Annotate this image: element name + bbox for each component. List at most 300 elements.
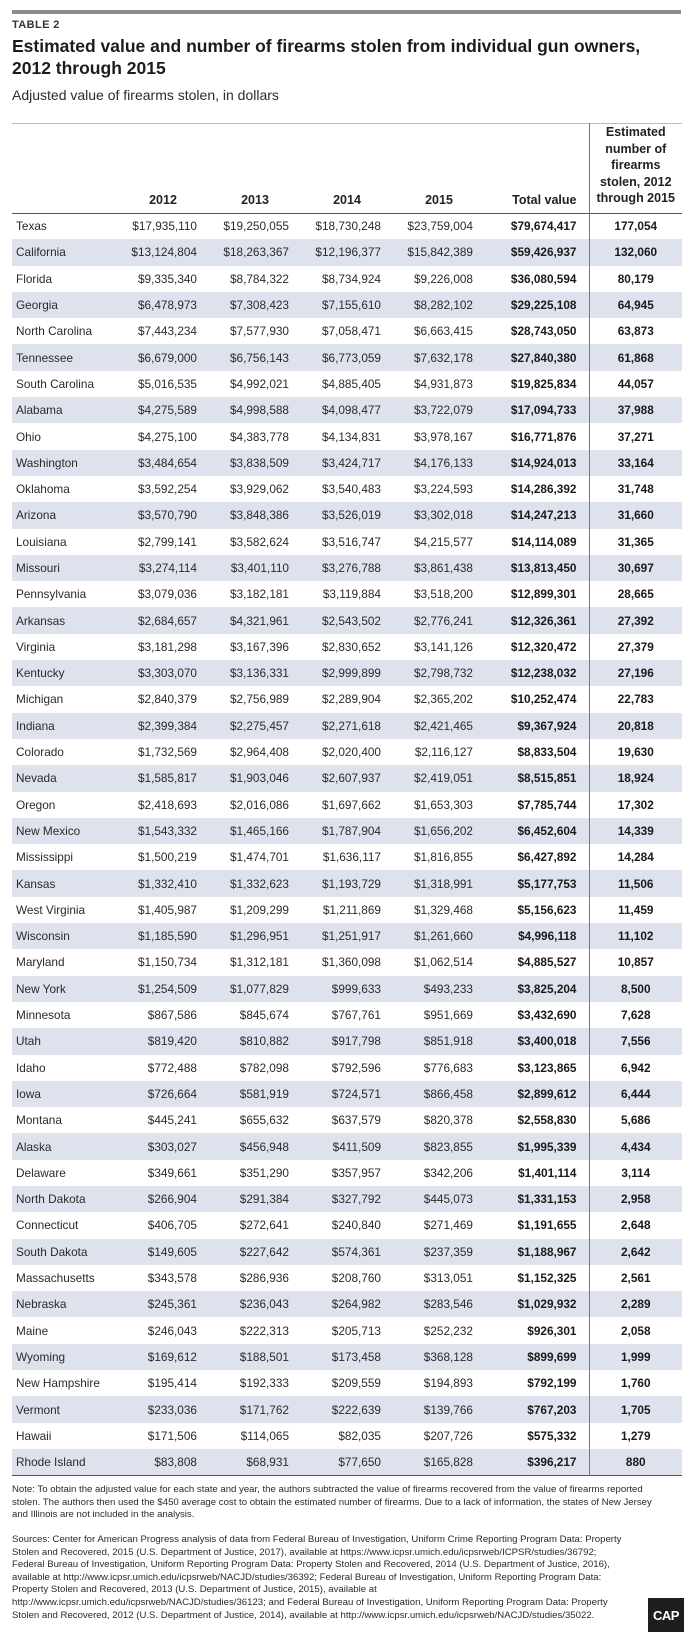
- value-2013-cell: $8,784,322: [229, 271, 289, 286]
- state-name-cell: Michigan: [16, 692, 64, 707]
- total-value-cell: $4,996,118: [518, 929, 577, 944]
- value-2015-cell: $271,469: [423, 1218, 473, 1233]
- value-2015-cell: $368,128: [423, 1349, 473, 1364]
- estimated-number-cell: 5,686: [589, 1107, 682, 1133]
- estimated-number-cell: 28,665: [589, 581, 682, 607]
- value-2013-cell: $3,929,062: [229, 482, 289, 497]
- state-name-cell: Washington: [16, 455, 78, 470]
- estimated-number-cell: 19,630: [589, 739, 682, 765]
- header-2015: 2015: [425, 192, 453, 207]
- state-name-cell: Wisconsin: [16, 929, 70, 944]
- total-value-cell: $29,225,108: [510, 298, 577, 313]
- value-2013-cell: $1,077,829: [229, 981, 289, 996]
- total-value-cell: $575,332: [527, 1428, 577, 1443]
- table-row: [12, 581, 682, 607]
- total-value-cell: $3,123,865: [517, 1060, 577, 1075]
- state-name-cell: Maryland: [16, 955, 65, 970]
- state-name-cell: North Carolina: [16, 324, 93, 339]
- table-row: [12, 949, 682, 975]
- state-name-cell: Connecticut: [16, 1218, 79, 1233]
- total-value-cell: $6,427,892: [517, 850, 577, 865]
- table-row: [12, 976, 682, 1002]
- value-2013-cell: $2,964,408: [229, 745, 289, 760]
- value-2012-cell: $343,578: [147, 1271, 197, 1286]
- value-2014-cell: $18,730,248: [315, 219, 381, 234]
- value-2014-cell: $1,787,904: [321, 823, 381, 838]
- table-row: [12, 1186, 682, 1212]
- total-value-cell: $12,326,361: [510, 613, 577, 628]
- table-row: [12, 765, 682, 791]
- estimated-number-cell: 8,500: [589, 976, 682, 1002]
- estimated-number-cell: 11,102: [589, 923, 682, 949]
- table-row: [12, 1212, 682, 1238]
- value-2015-cell: $237,359: [423, 1244, 473, 1259]
- value-2012-cell: $772,488: [147, 1060, 197, 1075]
- value-2014-cell: $82,035: [338, 1428, 381, 1443]
- state-name-cell: Alabama: [16, 403, 63, 418]
- value-2014-cell: $2,271,618: [321, 718, 381, 733]
- table-row: [12, 1081, 682, 1107]
- value-2012-cell: $445,241: [147, 1113, 197, 1128]
- value-2012-cell: $1,405,987: [137, 902, 197, 917]
- value-2014-cell: $574,361: [331, 1244, 381, 1259]
- value-2015-cell: $139,766: [423, 1402, 473, 1417]
- value-2014-cell: $6,773,059: [321, 350, 381, 365]
- value-2012-cell: $2,418,693: [137, 797, 197, 812]
- total-value-cell: $14,924,013: [510, 455, 577, 470]
- table-row: [12, 239, 682, 265]
- value-2014-cell: $2,830,652: [321, 639, 381, 654]
- value-2014-cell: $7,155,610: [321, 298, 381, 313]
- table-row: [12, 739, 682, 765]
- value-2014-cell: $2,607,937: [321, 771, 381, 786]
- estimated-number-cell: 64,945: [589, 292, 682, 318]
- total-value-cell: $1,331,153: [517, 1192, 577, 1207]
- table-row: [12, 502, 682, 528]
- value-2015-cell: $9,226,008: [413, 271, 473, 286]
- state-name-cell: Oregon: [16, 797, 56, 812]
- total-value-cell: $59,426,937: [510, 245, 577, 260]
- value-2014-cell: $792,596: [331, 1060, 381, 1075]
- table-row: [12, 1133, 682, 1159]
- value-2014-cell: $3,119,884: [322, 587, 381, 602]
- estimated-number-cell: 44,057: [589, 371, 682, 397]
- state-name-cell: Oklahoma: [16, 482, 70, 497]
- estimated-number-cell: 14,339: [589, 818, 682, 844]
- value-2014-cell: $4,134,831: [321, 429, 381, 444]
- value-2012-cell: $3,484,654: [137, 455, 197, 470]
- value-2014-cell: $1,211,869: [322, 902, 381, 917]
- top-rule: [12, 10, 681, 14]
- table-row: [12, 555, 682, 581]
- state-name-cell: Utah: [16, 1034, 41, 1049]
- estimated-number-cell: 880: [589, 1449, 682, 1475]
- state-name-cell: Mississippi: [16, 850, 74, 865]
- value-2013-cell: $222,313: [239, 1323, 289, 1338]
- value-2012-cell: $7,443,234: [137, 324, 197, 339]
- value-2015-cell: $23,759,004: [407, 219, 473, 234]
- value-2014-cell: $1,360,098: [321, 955, 381, 970]
- estimated-number-cell: 2,289: [589, 1291, 682, 1317]
- value-2014-cell: $724,571: [331, 1086, 381, 1101]
- total-value-cell: $1,995,339: [517, 1139, 577, 1154]
- table-row: [12, 371, 682, 397]
- estimated-number-cell: 1,760: [589, 1370, 682, 1396]
- state-name-cell: Alaska: [16, 1139, 52, 1154]
- value-2014-cell: $2,289,904: [321, 692, 381, 707]
- value-2014-cell: $205,713: [331, 1323, 381, 1338]
- value-2012-cell: $3,303,070: [137, 666, 197, 681]
- value-2013-cell: $114,065: [240, 1428, 289, 1443]
- estimated-number-cell: 6,942: [589, 1055, 682, 1081]
- estimated-number-cell: 7,628: [589, 1002, 682, 1028]
- table-row: [12, 1317, 682, 1343]
- state-name-cell: Arkansas: [16, 613, 66, 628]
- state-name-cell: Missouri: [16, 561, 60, 575]
- estimated-number-cell: 27,379: [589, 634, 682, 660]
- value-2013-cell: $192,333: [239, 1376, 289, 1391]
- table-row: [12, 529, 682, 555]
- value-2012-cell: $17,935,110: [132, 219, 197, 234]
- value-2013-cell: $1,296,951: [229, 929, 289, 944]
- value-2012-cell: $83,808: [154, 1454, 197, 1469]
- estimated-number-cell: 1,705: [589, 1396, 682, 1422]
- table-row: [12, 818, 682, 844]
- table-row: [12, 1449, 682, 1475]
- header-total-value: Total value: [512, 192, 577, 207]
- value-2014-cell: $1,193,729: [321, 876, 381, 891]
- value-2013-cell: $171,762: [239, 1402, 289, 1417]
- value-2012-cell: $1,585,817: [137, 771, 197, 786]
- value-2012-cell: $349,661: [147, 1165, 197, 1180]
- estimated-number-cell: 33,164: [589, 450, 682, 476]
- total-value-cell: $4,885,527: [517, 955, 577, 970]
- total-value-cell: $2,558,830: [517, 1113, 577, 1128]
- table-row: [12, 344, 682, 370]
- value-2013-cell: $655,632: [239, 1113, 289, 1128]
- value-2014-cell: $3,424,717: [321, 455, 381, 470]
- total-value-cell: $14,114,089: [511, 534, 577, 549]
- value-2014-cell: $3,540,483: [321, 482, 381, 497]
- value-2014-cell: $12,196,377: [315, 245, 381, 260]
- table-row: [12, 1028, 682, 1054]
- value-2013-cell: $581,919: [239, 1086, 289, 1101]
- total-value-cell: $1,029,932: [517, 1297, 577, 1312]
- total-value-cell: $1,152,325: [517, 1271, 577, 1286]
- value-2015-cell: $2,116,127: [414, 745, 473, 760]
- table-row: [12, 476, 682, 502]
- value-2012-cell: $195,414: [147, 1376, 197, 1391]
- state-name-cell: Rhode Island: [16, 1454, 86, 1469]
- value-2014-cell: $411,509: [332, 1139, 381, 1154]
- state-name-cell: North Dakota: [16, 1192, 86, 1207]
- header-2012: 2012: [149, 192, 177, 207]
- estimated-number-cell: 80,179: [589, 266, 682, 292]
- value-2012-cell: $3,079,036: [137, 587, 197, 602]
- value-2015-cell: $4,176,133: [413, 455, 473, 470]
- value-2013-cell: $188,501: [239, 1349, 289, 1364]
- total-value-cell: $926,301: [527, 1323, 577, 1338]
- value-2015-cell: $3,978,167: [413, 429, 473, 444]
- page-subtitle: Adjusted value of firearms stolen, in dollars: [12, 87, 279, 103]
- value-2015-cell: $493,233: [423, 981, 473, 996]
- value-2012-cell: $3,570,790: [137, 508, 197, 523]
- total-value-cell: $2,899,612: [517, 1086, 577, 1101]
- total-value-cell: $396,217: [527, 1454, 577, 1469]
- header-2014: 2014: [333, 192, 361, 207]
- total-value-cell: $12,238,032: [510, 666, 577, 681]
- value-2013-cell: $2,275,457: [229, 718, 289, 733]
- estimated-number-cell: 2,561: [589, 1265, 682, 1291]
- value-2015-cell: $445,073: [423, 1192, 473, 1207]
- table-row: [12, 1002, 682, 1028]
- header-estimated-number: Estimated number of firearms stolen, 2012 through 2015: [589, 124, 682, 214]
- state-name-cell: New Hampshire: [16, 1376, 100, 1391]
- estimated-number-cell: 30,697: [589, 555, 682, 581]
- value-2013-cell: $3,848,386: [229, 508, 289, 523]
- value-2012-cell: $245,361: [147, 1297, 197, 1312]
- table-row: [12, 1344, 682, 1370]
- value-2012-cell: $171,506: [147, 1428, 197, 1443]
- state-name-cell: California: [16, 245, 66, 260]
- estimated-number-cell: 10,857: [589, 949, 682, 975]
- state-name-cell: Minnesota: [16, 1008, 71, 1023]
- total-value-cell: $19,825,834: [510, 376, 577, 391]
- total-value-cell: $5,156,623: [517, 902, 577, 917]
- value-2013-cell: $7,308,423: [229, 298, 289, 313]
- value-2015-cell: $3,224,593: [413, 482, 473, 497]
- value-2012-cell: $169,612: [147, 1349, 197, 1364]
- table-row: [12, 318, 682, 344]
- cap-logo: CAP: [648, 1598, 684, 1632]
- table-header-row: [12, 124, 682, 214]
- table-row: [12, 423, 682, 449]
- value-2012-cell: $2,684,657: [137, 613, 197, 628]
- state-name-cell: Nebraska: [16, 1297, 67, 1312]
- state-name-cell: Colorado: [16, 745, 64, 760]
- value-2014-cell: $240,840: [331, 1218, 381, 1233]
- total-value-cell: $767,203: [527, 1402, 577, 1417]
- estimated-number-cell: 2,958: [589, 1186, 682, 1212]
- value-2014-cell: $222,639: [331, 1402, 381, 1417]
- value-2013-cell: $782,098: [239, 1060, 289, 1075]
- value-2013-cell: $3,838,509: [229, 455, 289, 470]
- value-2012-cell: $1,150,734: [137, 955, 197, 970]
- table-row: [12, 713, 682, 739]
- total-value-cell: $13,813,450: [510, 561, 577, 575]
- value-2013-cell: $3,167,396: [229, 639, 289, 654]
- value-2013-cell: $1,312,181: [229, 955, 289, 970]
- estimated-number-cell: 3,114: [589, 1160, 682, 1186]
- value-2013-cell: $4,321,961: [229, 613, 289, 628]
- header-state: [12, 124, 117, 214]
- total-value-cell: $27,840,380: [510, 350, 577, 365]
- value-2012-cell: $726,664: [147, 1086, 197, 1101]
- value-2015-cell: $3,302,018: [413, 508, 473, 523]
- value-2013-cell: $810,882: [239, 1034, 289, 1049]
- value-2013-cell: $2,756,989: [229, 692, 289, 707]
- value-2015-cell: $3,861,438: [413, 561, 473, 575]
- value-2013-cell: $227,642: [239, 1244, 289, 1259]
- state-name-cell: New Mexico: [16, 823, 81, 838]
- state-name-cell: Hawaii: [16, 1428, 52, 1443]
- value-2013-cell: $1,474,701: [229, 850, 289, 865]
- value-2015-cell: $2,419,051: [413, 771, 473, 786]
- value-2015-cell: $7,632,178: [413, 350, 473, 365]
- table-label: TABLE 2: [12, 19, 60, 31]
- estimated-number-cell: 61,868: [589, 344, 682, 370]
- value-2015-cell: $2,776,241: [413, 613, 473, 628]
- total-value-cell: $17,094,733: [510, 403, 577, 418]
- state-name-cell: Louisiana: [16, 534, 67, 549]
- state-name-cell: Wyoming: [16, 1349, 66, 1364]
- value-2012-cell: $149,605: [147, 1244, 197, 1259]
- estimated-number-cell: 2,642: [589, 1239, 682, 1265]
- value-2013-cell: $3,582,624: [229, 534, 289, 549]
- table-row: [12, 634, 682, 660]
- estimated-number-cell: 17,302: [589, 792, 682, 818]
- value-2014-cell: $1,251,917: [321, 929, 381, 944]
- table-row: [12, 607, 682, 633]
- value-2015-cell: $8,282,102: [413, 298, 473, 313]
- value-2013-cell: $18,263,367: [223, 245, 289, 260]
- total-value-cell: $36,080,594: [510, 271, 577, 286]
- value-2012-cell: $4,275,589: [137, 403, 197, 418]
- value-2013-cell: $351,290: [239, 1165, 289, 1180]
- state-name-cell: Delaware: [16, 1165, 66, 1180]
- value-2013-cell: $291,384: [239, 1192, 289, 1207]
- estimated-number-cell: 37,271: [589, 423, 682, 449]
- value-2014-cell: $767,761: [331, 1008, 381, 1023]
- value-2012-cell: $233,036: [147, 1402, 197, 1417]
- value-2014-cell: $999,633: [331, 981, 381, 996]
- estimated-number-cell: 63,873: [589, 318, 682, 344]
- value-2013-cell: $3,182,181: [229, 587, 289, 602]
- value-2013-cell: $286,936: [239, 1271, 289, 1286]
- value-2013-cell: $4,992,021: [229, 376, 289, 391]
- value-2014-cell: $2,020,400: [321, 745, 381, 760]
- value-2015-cell: $2,365,202: [413, 692, 473, 707]
- value-2012-cell: $3,592,254: [137, 482, 197, 497]
- value-2014-cell: $173,458: [331, 1349, 381, 1364]
- value-2014-cell: $264,982: [331, 1297, 381, 1312]
- value-2014-cell: $917,798: [331, 1034, 381, 1049]
- value-2014-cell: $4,098,477: [321, 403, 381, 418]
- state-name-cell: Arizona: [16, 508, 56, 523]
- estimated-number-cell: 27,196: [589, 660, 682, 686]
- estimated-number-cell: 1,279: [589, 1423, 682, 1449]
- estimated-number-cell: 20,818: [589, 713, 682, 739]
- total-value-cell: $1,401,114: [518, 1165, 577, 1180]
- value-2015-cell: $2,798,732: [413, 666, 473, 681]
- state-name-cell: Kentucky: [16, 666, 65, 681]
- estimated-number-cell: 37,988: [589, 397, 682, 423]
- value-2015-cell: $2,421,465: [413, 718, 473, 733]
- estimated-number-cell: 7,556: [589, 1028, 682, 1054]
- estimated-number-cell: 11,459: [589, 897, 682, 923]
- value-2012-cell: $1,732,569: [137, 745, 197, 760]
- value-2015-cell: $1,062,514: [413, 955, 473, 970]
- total-value-cell: $6,452,604: [517, 823, 577, 838]
- value-2014-cell: $2,543,502: [321, 613, 381, 628]
- total-value-cell: $8,515,851: [517, 771, 577, 786]
- value-2013-cell: $845,674: [239, 1008, 289, 1023]
- value-2012-cell: $266,904: [147, 1192, 197, 1207]
- table-row: [12, 792, 682, 818]
- total-value-cell: $5,177,753: [517, 876, 577, 891]
- state-name-cell: Georgia: [16, 298, 58, 313]
- value-2013-cell: $68,931: [246, 1454, 289, 1469]
- table-row: [12, 397, 682, 423]
- value-2015-cell: $1,656,202: [413, 823, 473, 838]
- value-2015-cell: $1,653,303: [413, 797, 473, 812]
- value-2012-cell: $1,543,332: [137, 823, 197, 838]
- table-row: [12, 1107, 682, 1133]
- page-title: Estimated value and number of firearms stolen from individual gun owners, 2012 through 2015: [12, 36, 641, 78]
- value-2015-cell: $951,669: [423, 1008, 473, 1023]
- table-row: [12, 844, 682, 870]
- value-2012-cell: $1,254,509: [137, 981, 197, 996]
- total-value-cell: $8,833,504: [517, 745, 577, 760]
- estimated-number-cell: 2,648: [589, 1212, 682, 1238]
- estimated-number-cell: 14,284: [589, 844, 682, 870]
- value-2013-cell: $4,998,588: [229, 403, 289, 418]
- state-name-cell: South Dakota: [16, 1244, 88, 1259]
- value-2015-cell: $866,458: [423, 1086, 473, 1101]
- value-2015-cell: $3,141,126: [413, 639, 473, 654]
- value-2012-cell: $6,679,000: [137, 350, 197, 365]
- value-2014-cell: $7,058,471: [321, 324, 381, 339]
- table-row: [12, 1265, 682, 1291]
- value-2015-cell: $6,663,415: [413, 324, 473, 339]
- value-2014-cell: $4,885,405: [321, 376, 381, 391]
- estimated-number-cell: 22,783: [589, 686, 682, 712]
- table-row: [12, 897, 682, 923]
- total-value-cell: $79,674,417: [510, 219, 577, 234]
- header-2013: 2013: [241, 192, 269, 207]
- value-2014-cell: $77,650: [338, 1454, 381, 1469]
- value-2012-cell: $3,274,114: [138, 561, 197, 575]
- state-name-cell: West Virginia: [16, 902, 86, 917]
- state-name-cell: Pennsylvania: [16, 587, 87, 602]
- total-value-cell: $12,320,472: [510, 639, 577, 654]
- total-value-cell: $7,785,744: [517, 797, 577, 812]
- value-2015-cell: $15,842,389: [407, 245, 473, 260]
- value-2014-cell: $8,734,924: [321, 271, 381, 286]
- state-name-cell: Florida: [16, 271, 53, 286]
- state-name-cell: Vermont: [16, 1402, 60, 1417]
- table-row: [12, 1370, 682, 1396]
- value-2012-cell: $4,275,100: [137, 429, 197, 444]
- value-2015-cell: $313,051: [423, 1271, 473, 1286]
- value-2015-cell: $1,816,855: [413, 850, 473, 865]
- value-2015-cell: $283,546: [423, 1297, 473, 1312]
- total-value-cell: $1,191,655: [517, 1218, 577, 1233]
- value-2013-cell: $1,903,046: [229, 771, 289, 786]
- value-2013-cell: $272,641: [239, 1218, 289, 1233]
- state-name-cell: Virginia: [16, 639, 56, 654]
- total-value-cell: $14,247,213: [510, 508, 577, 523]
- value-2012-cell: $867,586: [147, 1008, 197, 1023]
- total-value-cell: $12,899,301: [510, 587, 577, 602]
- sources-text: Sources: Center for American Progress analysis of data from Federal Bureau of Investigation, Uniform Crime Reporting Program Data: Property Stolen and Recovered, 2015 (U.S. Department of Justice, 2017), available at https://www.icpsr.umich.edu/icpsrweb/ICPSR/studies/36792; Federal Bureau of Investigation, Uniform Reporting Program Data: Property Stolen and Recovered, 2014 (U.S. Department of Justice, 2016), available at http://www.icpsr.umich.edu/icpsrweb/NACJD/studies/36392; Federal Bureau of Investigation, Uniform Reporting Program Data: Property Stolen and Recovered, 2013 (U.S. Department of Justice, 2015), available at http://www.icpsr.umich.edu/icpsrweb/NACJD/studies/36123; and Federal Bureau of Investigation, Uniform Reporting Program Data: Property Stolen and Recovered, 2012 (U.S. Department of Justice, 2014), available at http://www.icpsr.umich.edu/icpsrweb/NACJD/studies/35022.: [12, 1534, 622, 1621]
- value-2015-cell: $252,232: [423, 1323, 473, 1338]
- value-2012-cell: $246,043: [147, 1323, 197, 1338]
- data-table-container: [12, 123, 682, 1476]
- value-2015-cell: $3,722,079: [413, 403, 473, 418]
- value-2015-cell: $4,215,577: [413, 534, 473, 549]
- value-2012-cell: $406,705: [147, 1218, 197, 1233]
